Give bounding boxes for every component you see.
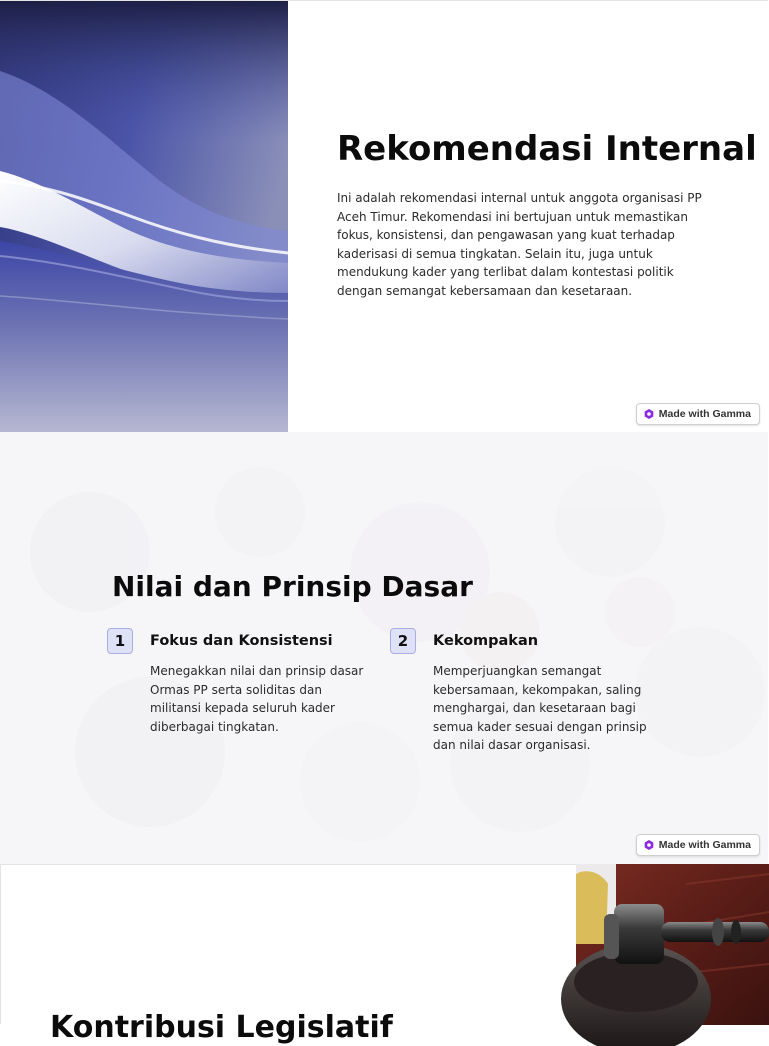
item-description: Menegakkan nilai dan prinsip dasar Ormas PP serta soliditas dan militansi kepada seluruh kader diberbagai tingkatan. <box>150 664 364 734</box>
item-title: Kekompakan <box>433 633 539 649</box>
badge-label: Made with Gamma <box>658 408 751 420</box>
slide-title: Nilai dan Prinsip Dasar <box>112 570 473 603</box>
slide-nilai-dan-prinsip-dasar <box>0 432 768 864</box>
slide-kontribusi-legislatif <box>0 864 768 1045</box>
gavel-image <box>576 864 769 1025</box>
item-description: Memperjuangkan semangat kebersamaan, kekompakan, saling menghargai, dan kesetaraan bagi semua kader sesuai dengan prinsip dan nilai dasar organisasi. <box>433 664 647 753</box>
item-number-badge: 1 <box>107 628 133 654</box>
item-title: Fokus dan Konsistensi <box>150 633 333 649</box>
gamma-logo-icon <box>644 409 654 419</box>
slide-title: Rekomendasi Internal <box>337 129 757 169</box>
slide-title: Kontribusi Legislatif <box>50 1010 393 1045</box>
abstract-wave-image <box>0 1 288 433</box>
made-with-gamma-badge[interactable] <box>636 834 760 856</box>
slide-rekomendasi-internal <box>0 0 768 432</box>
slide-body-text: Ini adalah rekomendasi internal untuk anggota organisasi PP Aceh Timur. Rekomendasi ini bertujuan untuk memastikan fokus, konsistensi, dan pengawasan yang kuat terhadap kaderisasi di semua tingkatan. Selain itu, juga untuk mendukung kader yang terlibat dalam kontestasi politik dengan semangat kebersamaan dan kesetaraan. <box>337 191 702 298</box>
item-number-badge: 2 <box>390 628 416 654</box>
badge-label: Made with Gamma <box>658 839 751 851</box>
made-with-gamma-badge[interactable] <box>636 403 760 425</box>
gamma-logo-icon <box>644 840 654 850</box>
